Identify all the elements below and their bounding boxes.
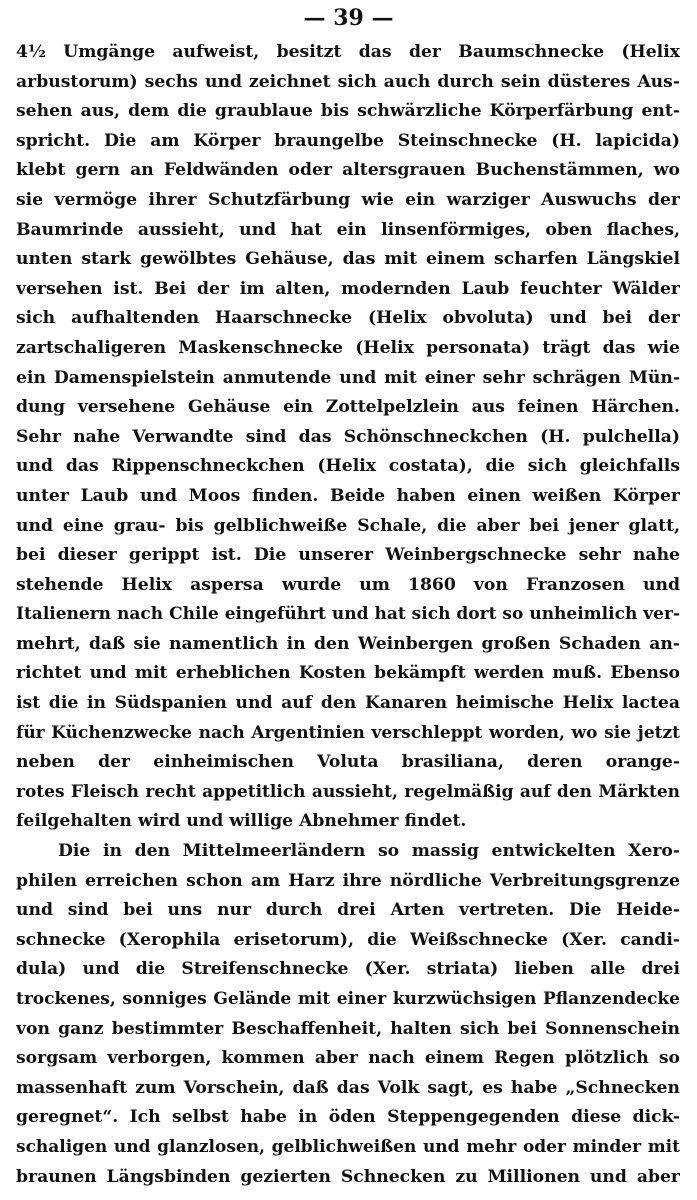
text-line: unten stark gewölbtes Gehäuse, das mit einem scharfen Längskiel	[16, 249, 680, 270]
text-line: trockenes, sonniges Gelände mit einer kurzwüchsigen Pflanzendecke	[16, 989, 680, 1009]
text-line: ist die in Südspanien und auf den Kanaren heimische Helix lactea	[16, 693, 680, 714]
text-line: 4½ Umgänge aufweist, besitzt das der Baumschnecke (Helix	[16, 42, 680, 62]
text-line: Sehr nahe Verwandte sind das Schönschneckchen (H. pulchella)	[16, 426, 680, 447]
text-line: sehen aus, dem die graublaue bis schwärzliche Körperfärbung ent-	[16, 101, 680, 122]
text-line: massenhaft zum Vorschein, daß das Volk sagt, es habe „Schnecken	[16, 1077, 680, 1098]
text-line: versehen ist. Bei der im alten, modernden Laub feuchter Wälder	[16, 278, 680, 299]
text-line: Die in den Mittelmeerländern so massig entwickelten Xero-	[58, 841, 680, 862]
text-line: unter Laub und Moos finden. Beide haben einen weißen Körper	[16, 485, 680, 506]
text-line: klebt gern an Feldwänden oder altersgrauen Buchenstämmen, wo	[16, 160, 680, 181]
text-line: von ganz bestimmter Beschaffenheit, halten sich bei Sonnenschein	[16, 1018, 680, 1039]
text-line: schnecke (Xerophila erisetorum), die Weißschnecke (Xer. candi-	[16, 929, 680, 950]
text-line: ein Damenspielstein anmutende und mit einer sehr schrägen Mün-	[16, 367, 680, 388]
text-line: zartschaligeren Maskenschnecke (Helix personata) trägt das wie	[16, 337, 680, 358]
text-line: geregnet“. Ich selbst habe in öden Steppengegenden diese dick-	[16, 1107, 680, 1128]
text-line: Italienern nach Chile eingeführt und hat sich dort so unheimlich ver-	[16, 604, 680, 625]
text-line: für Küchenzwecke nach Argentinien verschleppt worden, wo sie jetzt	[16, 722, 680, 743]
text-line: feilgehalten wird und willige Abnehmer findet.	[16, 811, 467, 832]
text-line: Baumrinde aussieht, und hat ein linsenförmiges, oben flaches,	[16, 219, 680, 240]
text-line: und das Rippenschneckchen (Helix costata), die sich gleichfalls	[16, 456, 680, 477]
text-line: schaligen und glanzlosen, gelblichweißen und mehr oder minder mit	[16, 1136, 680, 1157]
text-line: philen erreichen schon am Harz ihre nördliche Verbreitungsgrenze	[16, 870, 680, 891]
text-line: sorgsam verborgen, kommen aber nach einem Regen plötzlich so	[16, 1048, 680, 1069]
text-line: sie vermöge ihrer Schutzfärbung wie ein warziger Auswuchs der	[16, 189, 680, 210]
text-line: dula) und die Streifenschnecke (Xer. striata) lieben alle drei	[16, 959, 680, 980]
text-line: bei dieser gerippt ist. Die unserer Weinbergschnecke sehr nahe	[16, 545, 680, 566]
text-line: und sind bei uns nur durch drei Arten vertreten. Die Heide-	[16, 900, 680, 921]
text-line: stehende Helix aspersa wurde um 1860 von Franzosen und	[16, 574, 680, 595]
text-line: sich aufhaltenden Haarschnecke (Helix obvoluta) und bei der	[16, 308, 680, 329]
body-text	[16, 38, 680, 1192]
text-line: und eine grau- bis gelblichweiße Schale, die aber bei jener glatt,	[16, 515, 680, 536]
text-line: arbustorum) sechs und zeichnet sich auch durch sein düsteres Aus-	[16, 71, 680, 92]
text-line: mehrt, daß sie namentlich in den Weinbergen großen Schaden an-	[16, 633, 680, 654]
text-line: braunen Längsbinden gezierten Schnecken zu Millionen und aber	[16, 1166, 680, 1187]
text-line: neben der einheimischen Voluta brasiliana, deren orange-	[16, 752, 680, 773]
text-line: richtet und mit erheblichen Kosten bekämpft werden muß. Ebenso	[16, 663, 680, 684]
text-line: rotes Fleisch recht appetitlich aussieht, regelmäßig auf den Märkten	[16, 781, 680, 802]
page-number: — 39 —	[303, 5, 394, 31]
text-line: spricht. Die am Körper braungelbe Steinschnecke (H. lapicida)	[16, 130, 680, 151]
text-line: dung versehene Gehäuse ein Zottelpelzlein aus feinen Härchen.	[16, 397, 680, 418]
